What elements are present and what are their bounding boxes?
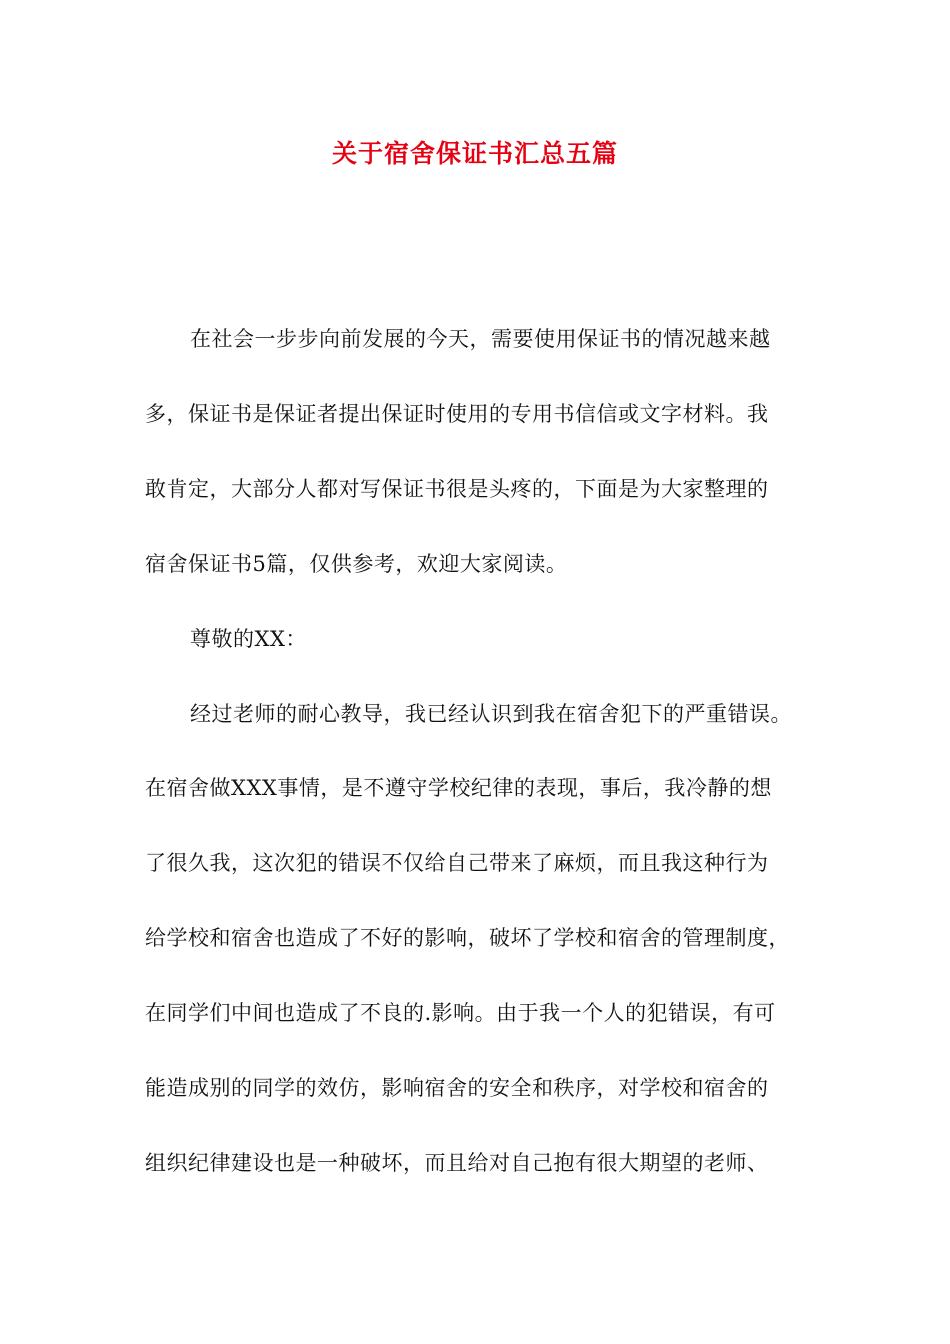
salutation: 尊敬的XX： bbox=[190, 627, 307, 651]
body-line-5: 在同学们中间也造成了不良的.影响。由于我一个人的犯错误，有可 bbox=[145, 1001, 776, 1025]
intro-line-3: 敢肯定，大部分人都对写保证书很是头疼的，下面是为大家整理的 bbox=[145, 477, 769, 501]
body-line-6: 能造成别的同学的效仿，影响宿舍的安全和秩序，对学校和宿舍的 bbox=[145, 1076, 769, 1100]
body-line-1: 经过老师的耐心教导，我已经认识到我在宿舍犯下的严重错误。 bbox=[190, 702, 792, 726]
body-line-2: 在宿舍做XXX事情，是不遵守学校纪律的表现，事后，我冷静的想 bbox=[145, 776, 772, 800]
document-title: 关于宿舍保证书汇总五篇 bbox=[331, 139, 618, 168]
intro-line-1: 在社会一步步向前发展的今天，需要使用保证书的情况越来越 bbox=[190, 327, 771, 351]
intro-line-4: 宿舍保证书5篇，仅供参考，欢迎大家阅读。 bbox=[145, 552, 568, 576]
body-line-3: 了很久我，这次犯的错误不仅给自己带来了麻烦，而且我这种行为 bbox=[145, 851, 769, 875]
body-line-7: 组织纪律建设也是一种破坏，而且给对自己抱有很大期望的老师、 bbox=[145, 1151, 769, 1175]
intro-line-2: 多，保证书是保证者提出保证时使用的专用书信信或文字材料。我 bbox=[145, 402, 769, 426]
body-line-4: 给学校和宿舍也造成了不好的影响，破坏了学校和宿舍的管理制度， bbox=[145, 926, 790, 950]
